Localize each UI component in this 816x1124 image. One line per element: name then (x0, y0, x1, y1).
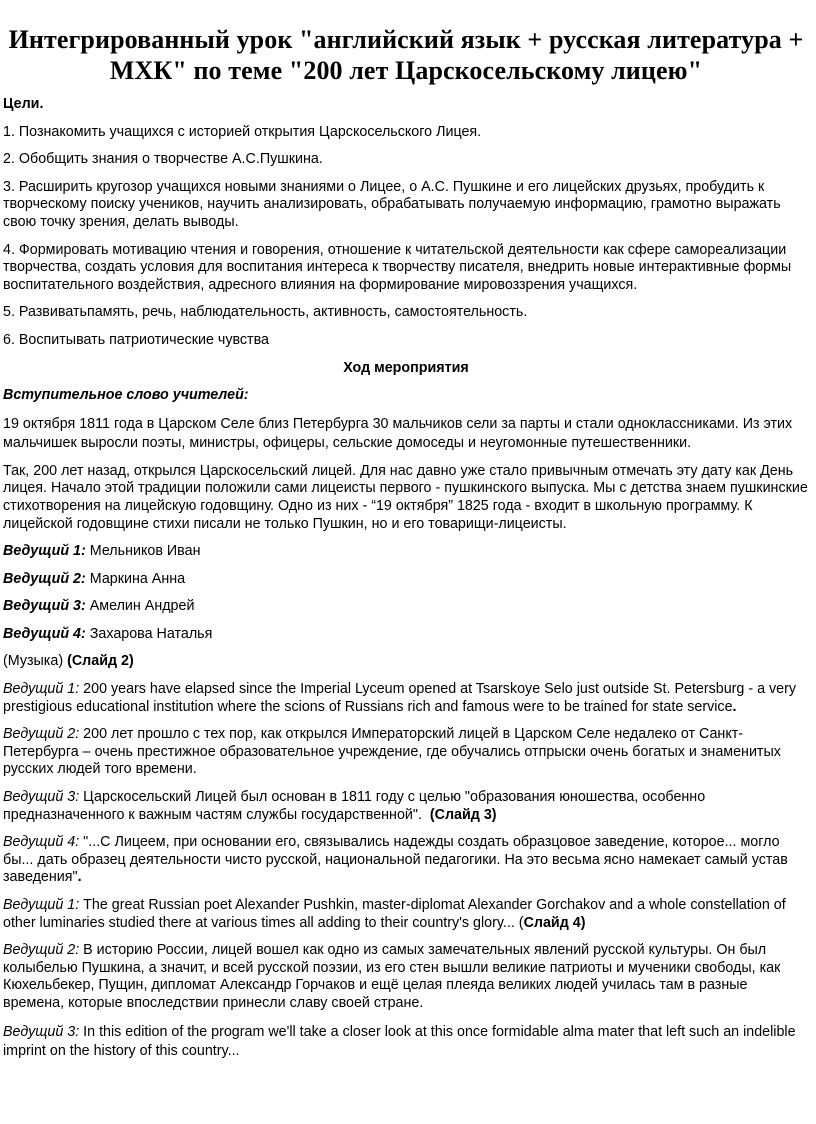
music-label: (Музыка) (3, 653, 64, 670)
speaker-label: Ведущий 2: (3, 726, 80, 743)
line-tail: . (732, 698, 737, 715)
presenter-label: Ведущий 2: (3, 570, 86, 587)
speaker-label: Ведущий 2: (3, 942, 80, 959)
presenter-3 (3, 598, 809, 616)
goal-item-2: 2. Обобщить знания о творчестве А.С.Пушкина. (3, 151, 323, 168)
presenter-name: Мельников Иван (89, 543, 201, 560)
line-text: The great Russian poet Alexander Pushkin, master-diplomat Alexander Gorchakov and a whole constellation of other luminaries studied there at various times all adding to their country's glory... ( (3, 897, 786, 931)
line-2 (3, 726, 809, 779)
presenter-1 (3, 543, 809, 561)
line-7 (3, 1023, 809, 1061)
goal-item-4: 4. Формировать мотивацию чтения и говорения, отношение к читательской деятельности как сфере самореализации творчества, создать условия для воспитания интереса к творчеству писателя, внедрить новые интерактивные формы воспитательного воздействия, адресного влияния на формирование мировоззрения учащихся. (3, 241, 792, 293)
slide-marker: Слайд 4) (523, 914, 586, 931)
line-5 (3, 897, 809, 932)
presenter-name: Маркина Анна (89, 570, 186, 587)
goal-item-5: 5. Развиватьпамять, речь, наблюдательность, активность, самостоятельность. (3, 304, 528, 321)
line-1 (3, 681, 809, 716)
goal-item-1: 1. Познакомить учащихся с историей открытия Царскосельского Лицея. (3, 123, 482, 140)
music-cue (3, 653, 809, 671)
speaker-label: Ведущий 3: (3, 789, 80, 806)
line-3 (3, 789, 809, 824)
speaker-label: Ведущий 3: (3, 1023, 80, 1040)
goal-item-6: 6. Воспитывать патриотические чувства (3, 331, 269, 348)
presenter-name: Амелин Андрей (89, 598, 195, 615)
intro-paragraph-1: 19 октября 1811 года в Царском Селе близ Петербурга 30 мальчиков сели за парты и стали одноклассниками. Из этих мальчишек выросли поэты, министры, офицеры, сельские домоседы и неугомонные путешественники. (3, 415, 793, 451)
slide-marker: (Слайд 2) (67, 653, 134, 670)
goal-item-3: 3. Расширить кругозор учащихся новыми знаниями о Лицее, о А.С. Пушкине и его лицейских друзьях, пробудить к творческому поиску учеников, научить анализировать, обрабатывать получаемую информацию, грамотно выражать свою точку зрения, делать выводы. (3, 178, 781, 230)
line-text: In this edition of the program we'll take a closer look at this once formidable alma mater that left such an indelible imprint on the history of this country... (3, 1023, 796, 1059)
intro-heading: Вступительное слово учителей: (3, 387, 249, 404)
presenter-name: Захарова Наталья (89, 625, 213, 642)
page-title: Интегрированный урок "английский язык + русская литература + МХК" по теме "200 лет Царскосельскому лицею" (8, 25, 804, 85)
line-text: 200 лет прошло с тех пор, как открылся Императорский лицей в Царском Селе недалеко от Санкт-Петербурга – очень престижное образовательное учреждение, где обучались отпрыски очень богатых и знаменитых русских людей того времени. (3, 726, 781, 778)
document-page (3, 24, 809, 1071)
presenter-4 (3, 626, 809, 644)
line-6 (3, 942, 809, 1012)
speaker-label: Ведущий 1: (3, 897, 80, 913)
slide-marker: (Слайд 3) (429, 806, 497, 823)
intro-paragraph-2: Так, 200 лет назад, открылся Царскосельский лицей. Для нас давно уже стало привычным отмечать эту дату как День лицея. Начало этой традиции положили сами лицеисты первого - пушкинского выпуска. Мы с детства знаем пушкинские стихотворения на лицейскую годовщину. Одно из них - “19 октября” 1825 года - входит в школьную программу. К лицейской годовщине стихи писали не только Пушкин, но и его товарищи-лицеисты. (3, 462, 808, 532)
line-text: 200 years have elapsed since the Imperial Lyceum opened at Tsarskoye Selo just outside St. Petersburg - a very prestigious educational institution where the scions of Russians rich and famous were to be trained for state service (3, 681, 797, 715)
line-text: Царскосельский Лицей был основан в 1811 году с целью "образования юношества, особенно предназначенного к важным частям службы государственной". (3, 789, 706, 823)
goals-heading: Цели. (3, 96, 44, 112)
presenter-label: Ведущий 1: (3, 543, 86, 560)
presenter-2 (3, 571, 809, 589)
speaker-label: Ведущий 1: (3, 681, 80, 698)
line-text: В историю России, лицей вошел как одно из самых замечательных явлений русской культуры. Он был колыбелью Пушкина, а значит, и всей русской поэзии, из его стен вышли великие патриоты и мученики свободы, как Кюхельбекер, Пущин, дипломат Александр Горчаков и ещё целая плеяда великих людей училась там в разные времена, которые впоследствии принесли славу своей стране. (3, 942, 781, 1011)
line-tail: . (77, 869, 82, 886)
speaker-label: Ведущий 4: (3, 834, 80, 851)
event-heading: Ход мероприятия (343, 359, 469, 376)
presenter-label: Ведущий 4: (3, 625, 86, 642)
presenter-label: Ведущий 3: (3, 598, 86, 615)
line-text: "...С Лицеем, при основании его, связывались надежды создать образцовое заведение, которое... могло бы... дать образец деятельности чисто русской, национальной педагогики. На это весьма ясно намекает самый устав заведения" (3, 834, 788, 886)
line-4 (3, 834, 809, 887)
